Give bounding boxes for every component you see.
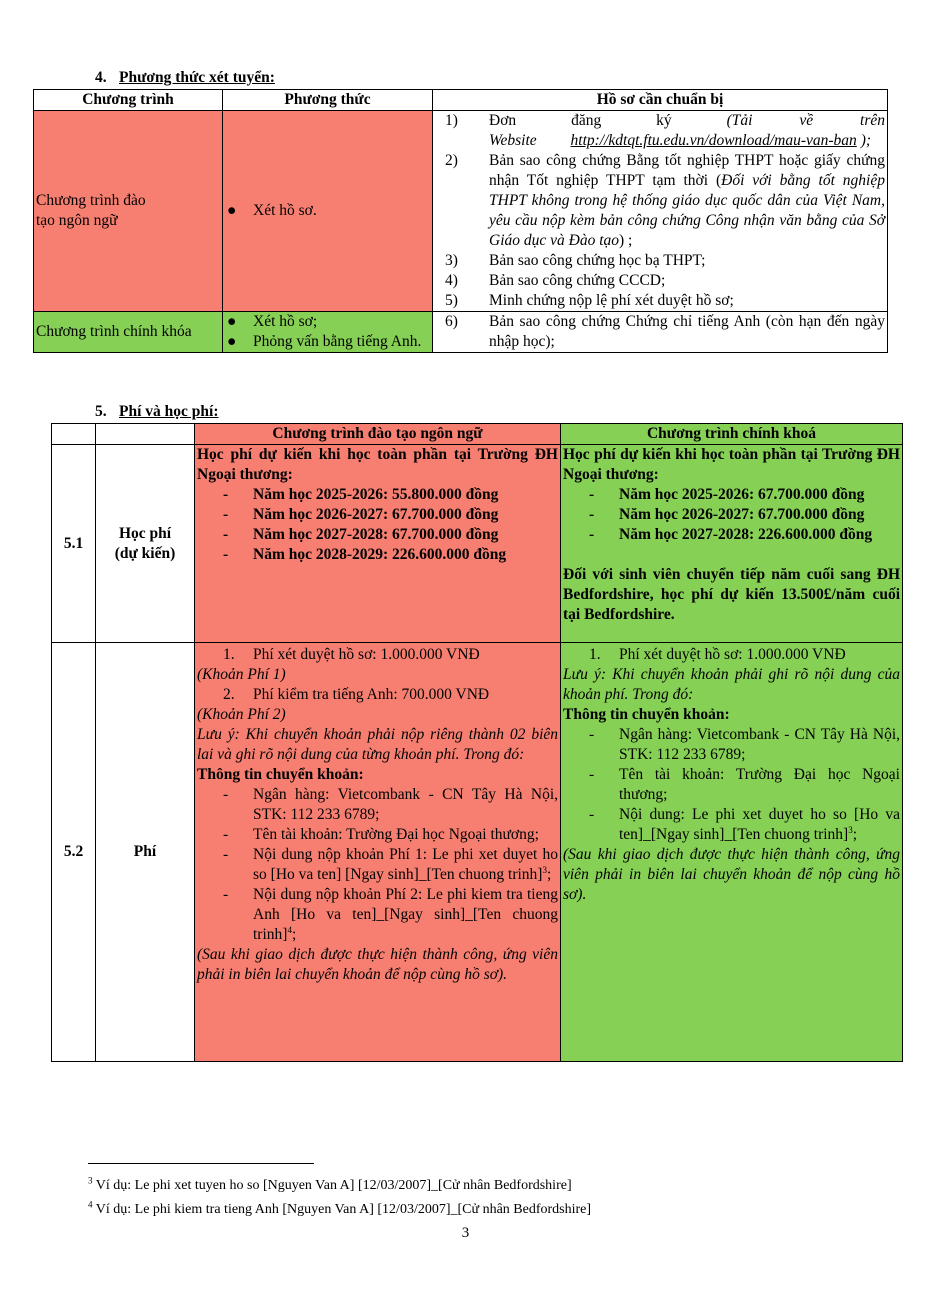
footnote-4 <box>88 1199 592 1218</box>
tuition-year: Năm học 2027-2028: 226.600.000 đồng <box>619 526 873 543</box>
row-number: 5.2 <box>52 643 96 1062</box>
list-item <box>197 485 558 505</box>
program-main: Chương trình chính khóa <box>34 312 223 353</box>
list-item <box>563 485 900 505</box>
method-main <box>223 312 433 353</box>
list-item <box>563 765 900 805</box>
program-language-label: Chương trình đào tạo ngôn ngữ <box>36 192 146 229</box>
footnote-ref[interactable]: 3 <box>848 824 853 835</box>
section-4-title: Phương thức xét tuyển: <box>119 69 275 86</box>
content-info: Nội dung: Le phi xet duyet ho so [Ho va ten]_[Ngay sinh]_[Ten chuong trinh] <box>619 806 900 843</box>
dash-icon: - <box>223 486 229 503</box>
dash-icon: - <box>223 506 229 523</box>
footnote-ref[interactable]: 4 <box>287 924 292 935</box>
item-number: 1) <box>445 112 458 129</box>
list-item <box>563 505 900 525</box>
list-item: - Nội dung: Le phi xet duyet ho so [Ho va ten]_[Ngay sinh]_[Ten chuong trinh]$^3$; <box>563 805 900 845</box>
fee-text: Phí kiểm tra tiếng Anh: 700.000 VNĐ <box>253 686 490 703</box>
list-item <box>563 725 900 765</box>
dash-icon: - <box>223 846 229 863</box>
table-row-tuition <box>52 445 903 643</box>
footnote-ref[interactable]: 3 <box>542 864 547 875</box>
footnote-marker: 4 <box>88 1199 93 1210</box>
dash-icon: - <box>223 826 229 843</box>
fee-note: (Khoản Phí 2) <box>197 706 286 723</box>
header-empty-2 <box>96 424 195 445</box>
header-documents: Hồ sơ cần chuẩn bị <box>433 90 888 111</box>
table-header-row <box>34 90 888 111</box>
section-4-heading <box>95 69 275 87</box>
dash-icon: - <box>589 806 595 823</box>
tuition-intro: Học phí dự kiến khi học toàn phần tại Trường ĐH Ngoại thương: <box>563 446 900 483</box>
item-number: 2) <box>445 152 458 169</box>
dash-icon: - <box>589 486 595 503</box>
list-item <box>563 525 900 545</box>
list-item <box>445 271 885 291</box>
list-item <box>197 505 558 525</box>
fee-text: Phí xét duyệt hồ sơ: 1.000.000 VNĐ <box>253 646 480 663</box>
admission-method-table <box>33 89 888 353</box>
section-5-heading <box>95 403 218 421</box>
documents-list <box>433 111 888 312</box>
list-item <box>197 525 558 545</box>
list-item: - Nội dung nộp khoản Phí 1: Le phi xet duyet ho so [Ho va ten] [Ngay sinh]_[Ten chuong trinh]$^3$; <box>197 845 558 885</box>
dash-icon: - <box>223 786 229 803</box>
tuition-main <box>561 445 903 643</box>
dash-icon: - <box>223 886 229 903</box>
page-number: 3 <box>461 1225 470 1241</box>
after-note: (Sau khi giao dịch được thực hiện thành công, ứng viên phải in biên lai chuyển khoản để nộp cùng hồ sơ). <box>563 846 900 903</box>
header-program: Chương trình <box>34 90 223 111</box>
method-item: Phỏng vấn bằng tiếng Anh. <box>253 333 422 350</box>
item-number: 1. <box>223 646 235 663</box>
doc-after: ) ; <box>619 232 633 249</box>
remark: Lưu ý: Khi chuyển khoản phải ghi rõ nội dung của khoản phí. Trong đó: <box>563 666 900 703</box>
fees-main <box>561 643 903 1062</box>
tuition-year: Năm học 2025-2026: 67.700.000 đồng <box>619 486 865 503</box>
list-item <box>445 151 885 251</box>
dash-icon: - <box>223 526 229 543</box>
fee-note: (Khoản Phí 1) <box>197 666 286 683</box>
dash-icon: - <box>589 526 595 543</box>
dash-icon: - <box>589 726 595 743</box>
footnote-3 <box>88 1175 572 1194</box>
tuition-language <box>195 445 561 643</box>
row-label: Phí <box>96 643 195 1062</box>
account-info: Tên tài khoản: Trường Đại học Ngoại thương; <box>253 826 539 843</box>
table-header-row <box>52 424 903 445</box>
tuition-year: Năm học 2026-2027: 67.700.000 đồng <box>253 506 499 523</box>
list-item <box>445 251 885 271</box>
section-4-number: 4. <box>95 69 107 86</box>
bank-info: Ngân hàng: Vietcombank - CN Tây Hà Nội, STK: 112 233 6789; <box>619 726 900 763</box>
tuition-year: Năm học 2028-2029: 226.600.000 đồng <box>253 546 507 563</box>
row-label-text: Học phí (dự kiến) <box>114 524 176 562</box>
bullet-icon: ● <box>227 202 237 219</box>
list-item <box>445 291 885 311</box>
content-info: Nội dung nộp khoản Phí 2: Le phi kiem tra tieng Anh [Ho va ten]_[Ngay sinh]_[Ten chuong trinh] <box>253 886 558 943</box>
bedfordshire-note: Đối với sinh viên chuyển tiếp năm cuối sang ĐH Bedfordshire, học phí dự kiến 13.500£/năm cuối tại Bedfordshire. <box>563 566 900 623</box>
method-language <box>223 111 433 312</box>
row-label <box>96 445 195 643</box>
list-item <box>197 825 558 845</box>
footnote-divider <box>88 1163 314 1164</box>
doc-italic: (Tải về trên Website <box>489 112 885 149</box>
item-number: 2. <box>223 686 235 703</box>
tuition-year: Năm học 2026-2027: 67.700.000 đồng <box>619 506 865 523</box>
doc-text: Bản sao công chứng Chứng chỉ tiếng Anh (còn hạn đến ngày nhập học); <box>489 313 885 350</box>
item-number: 3) <box>445 252 458 269</box>
doc-text: Bản sao công chứng Bằng tốt nghiệp THPT hoặc giấy chứng nhận Tốt nghiệp THPT tạm thời ( <box>489 152 885 189</box>
fees-language <box>195 643 561 1062</box>
doc-text: Bản sao công chứng học bạ THPT; <box>489 252 706 269</box>
transfer-title: Thông tin chuyển khoản: <box>197 766 364 783</box>
bank-info: Ngân hàng: Vietcombank - CN Tây Hà Nội, STK: 112 233 6789; <box>253 786 558 823</box>
content-info: Nội dung nộp khoản Phí 1: Le phi xet duyet ho so [Ho va ten] [Ngay sinh]_[Ten chuong trinh] <box>253 846 558 883</box>
footnote-marker: 3 <box>88 1175 93 1186</box>
header-main-program: Chương trình chính khoá <box>561 424 903 445</box>
account-info: Tên tài khoản: Trường Đại học Ngoại thương; <box>619 766 900 803</box>
row-number: 5.1 <box>52 445 96 643</box>
list-item <box>197 785 558 825</box>
header-method: Phương thức <box>223 90 433 111</box>
footnote-text: Ví dụ: Le phi xet tuyen ho so [Nguyen Van A] [12/03/2007]_[Cử nhân Bedfordshire] <box>92 1178 572 1193</box>
doc-after: ); <box>856 132 872 149</box>
dash-icon: - <box>589 506 595 523</box>
method-item: Xét hồ sơ. <box>253 202 317 219</box>
doc-text: Đơn đăng ký <box>489 112 727 129</box>
bullet-icon: ● <box>227 333 237 350</box>
list-item <box>563 645 900 665</box>
doc-text: Bản sao công chứng CCCD; <box>489 272 666 289</box>
list-item <box>197 645 558 665</box>
bullet-icon: ● <box>227 313 237 330</box>
footnote-text: Ví dụ: Le phi kiem tra tieng Anh [Nguyen Van A] [12/03/2007]_[Cử nhân Bedfordshire] <box>92 1202 592 1217</box>
tuition-year: Năm học 2025-2026: 55.800.000 đồng <box>253 486 499 503</box>
fees-table <box>51 423 903 1062</box>
dash-icon: - <box>223 546 229 563</box>
method-item: Xét hồ sơ; <box>253 313 318 330</box>
tuition-year: Năm học 2027-2028: 67.700.000 đồng <box>253 526 499 543</box>
item-number: 4) <box>445 272 458 289</box>
doc-text: Minh chứng nộp lệ phí xét duyệt hồ sơ; <box>489 292 734 309</box>
header-language-program: Chương trình đào tạo ngôn ngữ <box>195 424 561 445</box>
fee-text: Phí xét duyệt hồ sơ: 1.000.000 VNĐ <box>619 646 846 663</box>
table-row-main-program <box>34 312 888 353</box>
list-item <box>445 111 885 151</box>
program-language <box>34 111 223 312</box>
list-item: - Nội dung nộp khoản Phí 2: Le phi kiem tra tieng Anh [Ho va ten]_[Ngay sinh]_[Ten chuong trinh]$^4$; <box>197 885 558 945</box>
table-row-fees <box>52 643 903 1062</box>
download-link[interactable]: http://kdtqt.ftu.edu.vn/download/mau-van-ban <box>570 132 857 149</box>
list-item <box>197 685 558 705</box>
item-number: 6) <box>445 313 458 330</box>
remark: Lưu ý: Khi chuyển khoản phải nộp riêng thành 02 biên lai và ghi rõ nội dung của từng khoản phí. Trong đó: <box>197 726 558 763</box>
documents-list-main <box>433 312 888 353</box>
item-number: 5) <box>445 292 458 309</box>
table-row-language-program <box>34 111 888 312</box>
section-5-number: 5. <box>95 403 107 420</box>
list-item <box>445 312 885 352</box>
section-5-title: Phí và học phí: <box>119 403 219 420</box>
transfer-title: Thông tin chuyển khoản: <box>563 706 730 723</box>
after-note: (Sau khi giao dịch được thực hiện thành công, ứng viên phải in biên lai chuyển khoản để nộp cùng hồ sơ). <box>197 946 558 983</box>
list-item <box>197 545 558 565</box>
doc-italic: Đối với bằng tốt nghiệp THPT không trong hệ thống giáo dục quốc dân của Việt Nam, yêu cầu nộp kèm bản công chứng Công nhận văn bằng của Sở Giáo dục và Đào tạo <box>489 172 885 249</box>
item-number: 1. <box>589 646 601 663</box>
tuition-intro: Học phí dự kiến khi học toàn phần tại Trường ĐH Ngoại thương: <box>197 446 558 483</box>
header-empty-1 <box>52 424 96 445</box>
dash-icon: - <box>589 766 595 783</box>
